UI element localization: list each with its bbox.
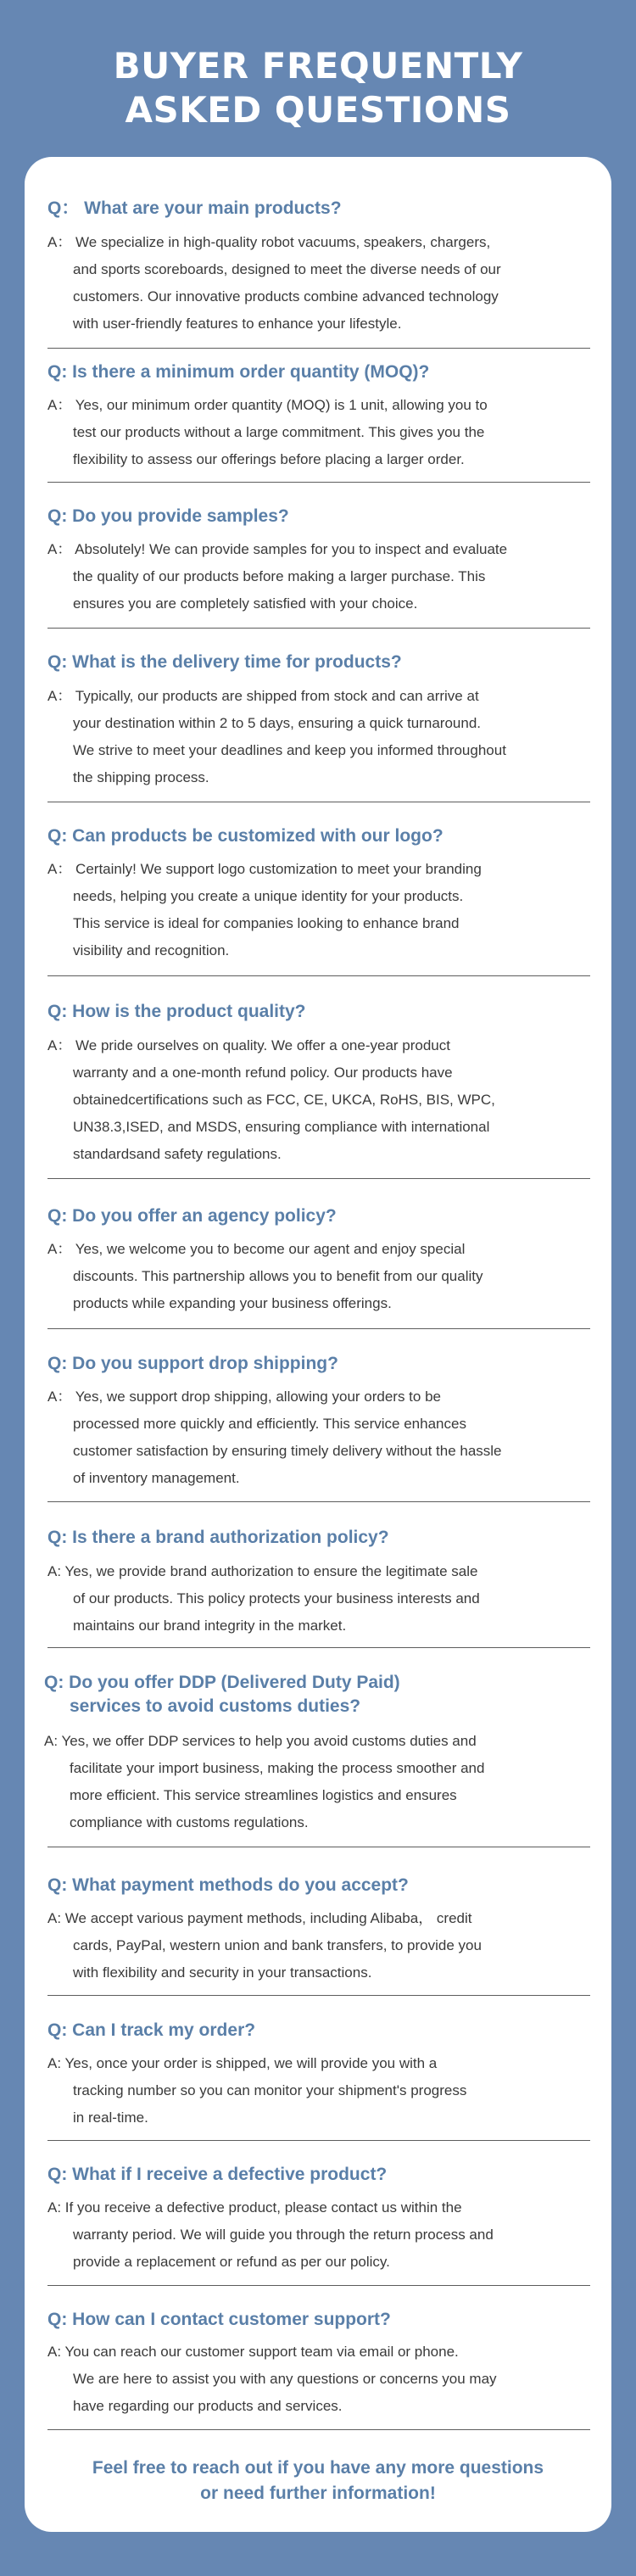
- faq-answer-line: This service is ideal for companies looking to enhance brand: [73, 915, 460, 931]
- faq-answer-line: A： We specialize in high-quality robot vacuums, speakers, chargers,: [47, 234, 491, 250]
- page-title-line-2: ASKED QUESTIONS: [125, 89, 511, 131]
- faq-answer-line: UN38.3,ISED, and MSDS, ensuring compliance with international: [73, 1119, 490, 1135]
- faq-question: Q: Do you offer an agency policy?: [47, 1206, 337, 1226]
- faq-answer-line: needs, helping you create a unique identity for your products.: [73, 888, 464, 904]
- faq-answer-line: A： Typically, our products are shipped from stock and can arrive at: [47, 688, 479, 704]
- faq-question: Q: What is the delivery time for products?: [47, 652, 402, 672]
- faq-answer-line: facilitate your import business, making the process smoother and: [70, 1760, 485, 1776]
- faq-answer-line: We strive to meet your deadlines and keep you informed throughout: [73, 742, 506, 758]
- faq-divider: [47, 1995, 590, 1996]
- faq-answer-line: warranty and a one-month refund policy. Our products have: [73, 1064, 453, 1081]
- faq-answer-line: your destination within 2 to 5 days, ensuring a quick turnaround.: [73, 715, 482, 731]
- faq-divider: [47, 975, 590, 976]
- faq-question: Q: What if I receive a defective product?: [47, 2165, 388, 2184]
- faq-answer-line: A： Absolutely! We can provide samples for you to inspect and evaluate: [47, 541, 508, 557]
- faq-question: Q: How is the product quality?: [47, 1002, 306, 1021]
- faq-answer-line: A： Certainly! We support logo customization to meet your branding: [47, 861, 482, 877]
- faq-answer-line: A： Yes, our minimum order quantity (MOQ) is 1 unit, allowing you to: [47, 397, 488, 413]
- faq-answer-line: products while expanding your business offerings.: [73, 1295, 392, 1311]
- faq-question: Q: Is there a brand authorization policy?: [47, 1528, 389, 1547]
- faq-answer-line: A: Yes, once your order is shipped, we will provide you with a: [47, 2055, 438, 2071]
- faq-question-continuation: services to avoid customs duties?: [70, 1696, 361, 1716]
- faq-answer-line: of inventory management.: [73, 1470, 240, 1486]
- faq-answer-line: the quality of our products before making a larger purchase. This: [73, 568, 486, 584]
- faq-answer-line: maintains our brand integrity in the market.: [73, 1618, 347, 1634]
- footer-message-line-2: or need further information!: [200, 2484, 436, 2503]
- faq-divider: [47, 1178, 590, 1179]
- faq-divider: [47, 482, 590, 483]
- faq-answer-line: with user-friendly features to enhance your lifestyle.: [73, 316, 402, 332]
- faq-answer-line: of our products. This policy protects your business interests and: [73, 1590, 480, 1607]
- faq-answer-line: provide a replacement or refund as per our policy.: [73, 2254, 390, 2270]
- faq-divider: [47, 1328, 590, 1329]
- faq-question: Q: How can I contact customer support?: [47, 2310, 391, 2329]
- footer-message-line-1: Feel free to reach out if you have any more questions: [92, 2458, 544, 2478]
- faq-answer-line: have regarding our products and services.: [73, 2398, 343, 2414]
- faq-question: Q: Can I track my order?: [47, 2020, 256, 2040]
- faq-answer-line: A： We pride ourselves on quality. We offer a one-year product: [47, 1037, 450, 1053]
- faq-answer-line: processed more quickly and efficiently. This service enhances: [73, 1416, 466, 1432]
- faq-answer-line: We are here to assist you with any questions or concerns you may: [73, 2371, 497, 2387]
- faq-divider: [47, 1647, 590, 1648]
- faq-divider: [47, 2285, 590, 2286]
- faq-answer-line: test our products without a large commitment. This gives you the: [73, 424, 485, 440]
- faq-answer-line: with flexibility and security in your transactions.: [73, 1964, 372, 1981]
- faq-answer-line: A: Yes, we provide brand authorization to ensure the legitimate sale: [47, 1563, 478, 1579]
- faq-answer-line: warranty period. We will guide you through the return process and: [73, 2227, 494, 2243]
- faq-answer-line: and sports scoreboards, designed to meet the diverse needs of our: [73, 261, 501, 277]
- faq-answer-line: A: Yes, we offer DDP services to help you avoid customs duties and: [44, 1733, 477, 1749]
- faq-question: Q: Do you offer DDP (Delivered Duty Paid): [44, 1673, 400, 1692]
- faq-answer-line: customers. Our innovative products combine advanced technology: [73, 288, 499, 305]
- faq-divider: [47, 2429, 590, 2430]
- faq-answer-line: standardsand safety regulations.: [73, 1146, 282, 1162]
- faq-question: Q: Do you provide samples?: [47, 506, 289, 526]
- faq-answer-line: more efficient. This service streamlines logistics and ensures: [70, 1787, 457, 1803]
- faq-answer-line: flexibility to assess our offerings before placing a larger order.: [73, 451, 465, 467]
- faq-answer-line: obtainedcertifications such as FCC, CE, UKCA, RoHS, BIS, WPC,: [73, 1092, 495, 1108]
- faq-divider: [47, 628, 590, 629]
- faq-answer-line: A： Yes, we welcome you to become our agent and enjoy special: [47, 1241, 466, 1257]
- faq-question: Q: Can products be customized with our logo?: [47, 826, 444, 846]
- faq-card: [25, 157, 611, 2532]
- faq-answer-line: A: If you receive a defective product, please contact us within the: [47, 2199, 462, 2216]
- faq-question: Q: Do you support drop shipping?: [47, 1354, 338, 1373]
- faq-answer-line: visibility and recognition.: [73, 942, 230, 958]
- faq-answer-line: customer satisfaction by ensuring timely delivery without the hassle: [73, 1443, 502, 1459]
- faq-answer-line: in real-time.: [73, 2109, 148, 2126]
- faq-answer-line: the shipping process.: [73, 769, 209, 785]
- faq-answer-line: compliance with customs regulations.: [70, 1814, 309, 1830]
- faq-divider: [47, 2140, 590, 2141]
- faq-answer-line: A： Yes, we support drop shipping, allowing your orders to be: [47, 1389, 441, 1405]
- faq-answer-line: ensures you are completely satisfied with your choice.: [73, 595, 418, 612]
- faq-answer-line: A: You can reach our customer support team via email or phone.: [47, 2344, 459, 2360]
- faq-answer-line: discounts. This partnership allows you to benefit from our quality: [73, 1268, 483, 1284]
- faq-divider: [47, 348, 590, 349]
- faq-answer-line: tracking number so you can monitor your shipment's progress: [73, 2082, 467, 2098]
- faq-answer-line: cards, PayPal, western union and bank transfers, to provide you: [73, 1937, 482, 1953]
- faq-question: Q: What payment methods do you accept?: [47, 1875, 409, 1895]
- faq-question: Q： What are your main products?: [47, 198, 342, 218]
- page-title-line-1: BUYER FREQUENTLY: [113, 45, 523, 87]
- faq-divider: [47, 1501, 590, 1502]
- page-header: [0, 0, 636, 157]
- faq-answer-line: A: We accept various payment methods, including Alibaba， credit: [47, 1910, 472, 1926]
- faq-question: Q: Is there a minimum order quantity (MOQ)?: [47, 362, 430, 382]
